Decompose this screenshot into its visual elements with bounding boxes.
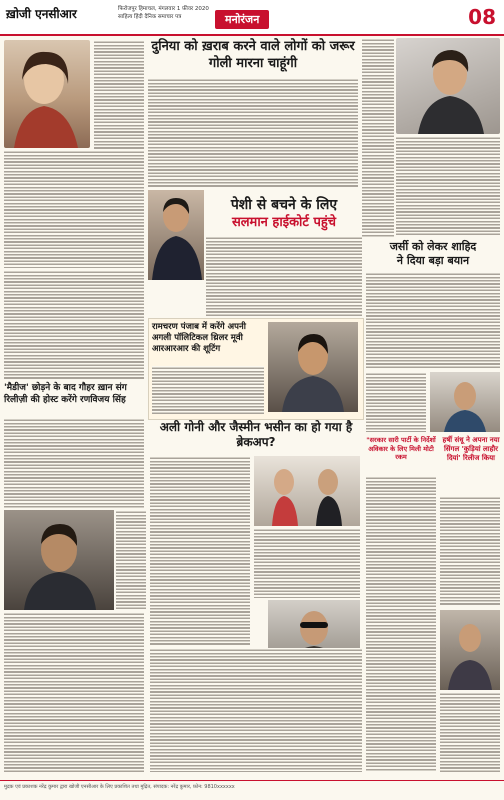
middle-column-text (4, 270, 144, 380)
maidam-story-text (4, 418, 144, 508)
harshi-headline: हर्षी संधू ने अपना नया सिंगल 'कुड़ियां लाहौर दियां' रिलीज किया (442, 436, 500, 462)
salman-headline-line1: पेशी से बचने के लिए (230, 197, 338, 213)
portrait-silhouette-3 (148, 190, 204, 280)
section-label: मनोरंजन (215, 10, 269, 29)
portrait-silhouette-9 (440, 610, 500, 690)
actor-photo-rannvijay (4, 510, 114, 610)
actress-photo (4, 40, 90, 148)
jersey-story-text (366, 272, 500, 368)
ramcharan-headline: रामचरण पंजाब में करेंगे अपनी अगली पॉलिटिकल थ्रिलर मूवी आरआरआर की शूटिंग (152, 322, 246, 354)
actor-photo-shahid (396, 38, 500, 134)
portrait-silhouette-2 (396, 38, 500, 134)
ramcharan-photo (268, 322, 358, 412)
newspaper-name: ख़ोजी एनसीआर (6, 7, 77, 21)
jersey-headline-line1: जर्सी को लेकर शाहिद (389, 240, 477, 253)
right-column-text-2 (396, 136, 500, 236)
edition-meta (118, 5, 209, 21)
maidam-side-text (116, 510, 146, 610)
portrait-silhouette-5 (4, 510, 114, 610)
footer-rule (0, 780, 504, 781)
edition-date: फिरोजपुर हिमाचल, मंगलवार 1 फ़ीवर 2020 (118, 6, 209, 12)
jersey-side-text (366, 372, 426, 432)
ramcharan-story-text (152, 366, 264, 414)
rannvijay-story-text (4, 612, 144, 772)
footer-imprint: मुद्रक एवं प्रकाशक नरेंद्र कुमार द्वारा खोजी एनसीआर के लिए प्रकाशित तथा मुद्रित, संपादक: नरेंद्र कुमार, फ़ोन: 9810xxxxxx (4, 784, 235, 790)
salman-headline-line2: सलमान हाईकोर्ट पहुंचे (231, 215, 337, 230)
portrait-silhouette (4, 40, 90, 148)
salman-photo (148, 190, 204, 280)
salman-headline (206, 196, 362, 232)
ali-story-text-3 (150, 648, 362, 772)
ali-headline: अली गोनी और जैस्मीन भसीन का हो गया है ब्रेकअप? (159, 420, 353, 449)
portrait-silhouette-4 (268, 322, 358, 412)
actress-story-text-2 (4, 150, 144, 268)
jersey-headline (366, 240, 500, 268)
sarkar-photo (430, 372, 500, 432)
right-column-text (362, 38, 394, 238)
ali-photo (254, 456, 360, 526)
page-number: 08 (468, 5, 496, 29)
sarkar-story-text (366, 476, 436, 772)
gun-story-text (148, 78, 358, 188)
ali-story-text (150, 456, 250, 646)
ali-story-text-2 (254, 528, 360, 598)
portrait-silhouette-8 (430, 372, 500, 432)
harshi-photo (440, 610, 500, 690)
harshi-story-text-2 (440, 692, 500, 772)
gun-story-headline: दुनिया को ख़राब करने वाले लोगों को जरूर गोली मारना चाहूंगी (151, 39, 355, 71)
maidam-headline: 'मैडीज' छोड़ने के बाद गौहर ख़ान संग रिलीज़ी की होस्ट करेंगे रणविजय सिंह (4, 383, 127, 405)
sarkar-headline: "सरकार सारी पार्टी के निर्देशों अविकार के लिए मिली मोटी रकम (366, 436, 436, 461)
portrait-silhouette-6 (254, 456, 360, 526)
harshi-story-text (440, 496, 500, 606)
jersey-headline-line2: ने दिया बड़ा बयान (396, 254, 470, 267)
edition-tagline: साहित्य हिंदी दैनिक समाचार पत्र (118, 14, 182, 20)
salman-story-text (206, 236, 362, 316)
